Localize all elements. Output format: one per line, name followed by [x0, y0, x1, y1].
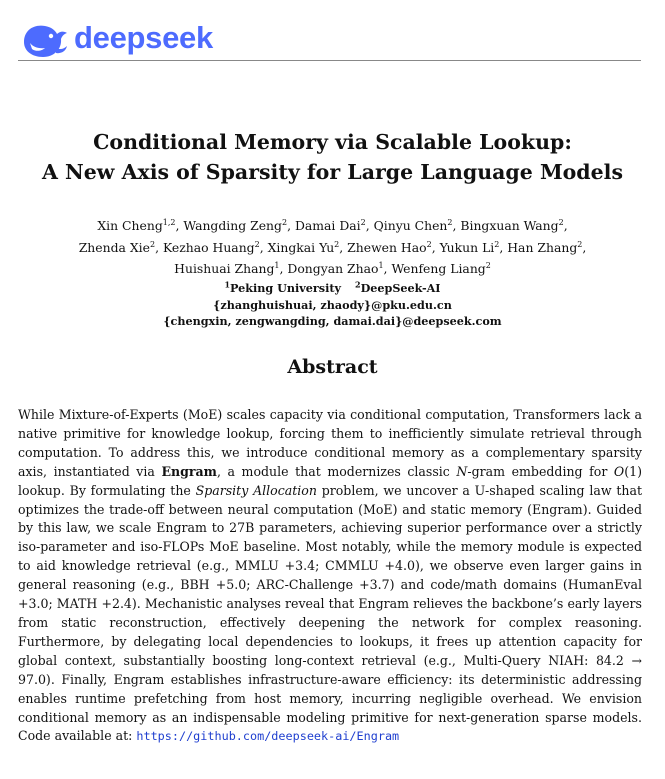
author: Wangding Zeng: [183, 218, 282, 233]
author: Zhenda Xie: [78, 239, 150, 255]
code-link[interactable]: https://github.com/deepseek-ai/Engram: [136, 729, 400, 744]
author: Han Zhang: [507, 239, 578, 255]
affiliations: [0, 280, 665, 330]
author: Dongyan Zhao: [287, 261, 379, 276]
n-symbol: N: [456, 463, 468, 479]
author-sep: ,: [155, 239, 163, 255]
author: Kezhao Huang: [162, 239, 255, 255]
author-sep: ,: [175, 218, 184, 233]
abstract-text: -gram embedding for: [467, 463, 614, 479]
author-sep: ,: [452, 218, 461, 233]
header-rule: [18, 60, 641, 61]
author-sup: 2: [281, 217, 288, 227]
author: Xingkai Yu: [267, 239, 335, 255]
author: Qinyu Chen: [373, 218, 448, 233]
author-sup: 2: [558, 217, 564, 227]
logo-text: deepseek: [74, 20, 213, 55]
engram-term: Engram: [161, 463, 217, 479]
author-sup: 2: [494, 239, 500, 249]
author: Damai Dai: [294, 218, 361, 233]
author: Yukun Li: [439, 239, 495, 255]
abstract-text: (1) lookup. By formulating the: [18, 463, 642, 498]
author: Xin Cheng: [97, 218, 163, 233]
title-line-1: Conditional Memory via Scalable Lookup:: [93, 130, 572, 154]
author-sup: 2: [334, 239, 340, 249]
author-sep: ,: [365, 218, 374, 233]
whale-icon: [18, 18, 70, 62]
author-sep: ,: [383, 261, 392, 276]
affiliation-1: Peking University: [230, 281, 341, 295]
author: Zhewen Hao: [347, 239, 427, 255]
author: Wenfeng Liang: [391, 261, 486, 276]
affiliation-sup: 2: [355, 279, 361, 290]
author-sup: 1: [378, 260, 384, 270]
author-sep: ,: [339, 239, 348, 255]
author-sup: 2: [577, 239, 583, 249]
abstract-text: While Mixture-of-Experts (MoE) scales capacity via conditional computation, Transformers lack a native primitive for knowledge lookup, forcing them to inefficiently simulate retrieval through computation. To address this, we introduce conditional memory as a complementary sparsity axis, instantiated via: [18, 407, 642, 479]
author-sup: 2: [254, 239, 260, 249]
author-sup: 1,2: [162, 217, 176, 227]
affiliation-line: [0, 280, 665, 297]
author-sup: 2: [360, 217, 366, 227]
affiliation-sup: 1: [224, 279, 231, 290]
email-2: {chengxin, zengwangding, damai.dai}@deepseek.com: [163, 314, 502, 328]
author: Huishuai Zhang: [174, 261, 275, 276]
author-sup: 1: [274, 260, 280, 270]
author-sup: 2: [447, 217, 453, 227]
author-list: [0, 215, 665, 280]
author-sup: 2: [149, 239, 156, 249]
author: Bingxuan Wang: [460, 218, 559, 233]
email-1: {zhanghuishuai, zhaody}@pku.edu.cn: [213, 297, 452, 312]
author-sep: ,: [431, 239, 440, 255]
sparsity-allocation-term: Sparsity Allocation: [195, 482, 317, 498]
author-sep: ,: [563, 218, 568, 233]
author-sep: ,: [259, 239, 268, 255]
abstract-text: problem, we uncover a U-shaped scaling law that optimizes the trade-off between neural computation (MoE) and static memory (Engram). Guided by this law, we scale Engram to 27B parameters, achieving superior performance over a strictly iso-parameter and iso-FLOPs MoE baseline. Most notably, while the memory module is expected to aid knowledge retrieval (e.g., MMLU +3.4; CMMLU +4.0), we observe even larger gains in general reasoning (e.g., BBH +5.0; ARC-Challenge +3.7) and code/math domains (HumanEval +3.0; MATH +2.4). Mechanistic analyses reveal that Engram relieves the backbone’s early layers from static reconstruction, effectively deepening the network for complex reasoning. Furthermore, by delegating local dependencies to lookups, it frees up attention capacity for global context, substantially boosting long-context retrieval (e.g., Multi-Query NIAH: 84.2 → 97.0). Finally, Engram establishes infrastructure-aware efficiency: its deterministic addressing enables runtime prefetching from host memory, incurring negligible overhead. We envision conditional memory as an indispensable modeling primitive for next-generation sparse models. Code available at:: [18, 482, 643, 744]
deepseek-logo: [18, 18, 213, 62]
big-o-symbol: O: [613, 463, 625, 479]
author-sep: ,: [582, 239, 587, 255]
abstract-heading: Abstract: [287, 356, 378, 378]
author-sep: ,: [287, 218, 295, 233]
affiliation-2: DeepSeek-AI: [360, 281, 441, 295]
author-sup: 2: [426, 239, 432, 249]
author-line-2: [0, 237, 665, 259]
title-line-2: A New Axis of Sparsity for Large Language Models: [41, 160, 624, 184]
author-line-3: [0, 258, 665, 280]
author-sep: ,: [279, 261, 288, 276]
abstract-body: [18, 406, 642, 746]
author-sep: ,: [499, 239, 508, 255]
author-line-1: [0, 215, 665, 237]
abstract-text: , a module that modernizes classic: [216, 463, 457, 479]
author-sup: 2: [485, 260, 491, 270]
paper-title: [0, 127, 665, 187]
